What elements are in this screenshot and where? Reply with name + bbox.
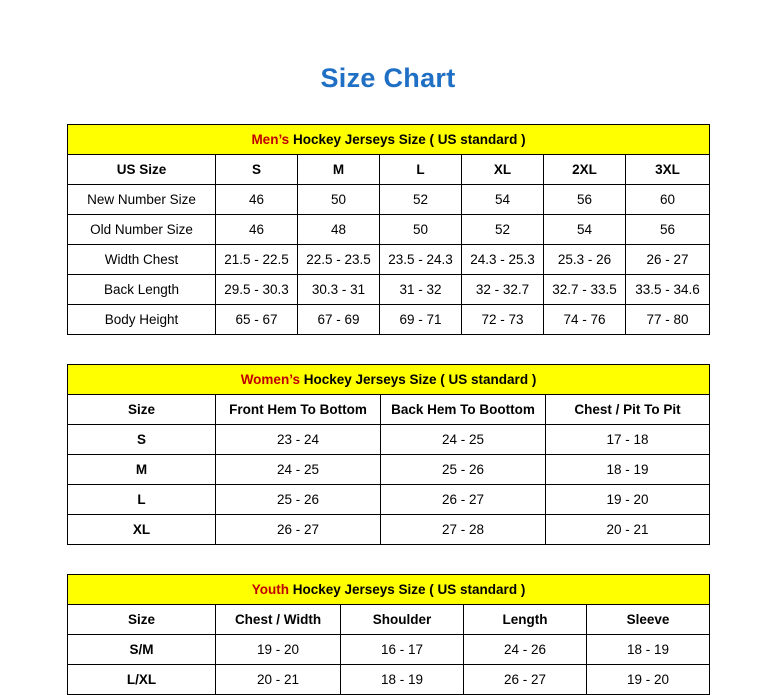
table-cell: 17 - 18: [546, 424, 710, 454]
womens-header-cell: Back Hem To Boottom: [381, 394, 546, 424]
youth-header-cell: Size: [68, 604, 216, 634]
table-cell: 48: [298, 214, 380, 244]
row-label: Old Number Size: [68, 214, 216, 244]
table-cell: 56: [544, 184, 626, 214]
table-cell: 52: [380, 184, 462, 214]
table-cell: 19 - 20: [587, 664, 710, 694]
spacer-men-women: [67, 335, 709, 364]
youth-header-cell: Length: [464, 604, 587, 634]
table-cell: 65 - 67: [216, 304, 298, 334]
table-cell: 24.3 - 25.3: [462, 244, 544, 274]
table-cell: 50: [380, 214, 462, 244]
table-cell: 24 - 26: [464, 634, 587, 664]
table-cell: 32 - 32.7: [462, 274, 544, 304]
table-cell: 18 - 19: [587, 634, 710, 664]
table-row: [68, 514, 710, 544]
table-cell: 20 - 21: [216, 664, 341, 694]
womens-banner-rest: Hockey Jerseys Size ( US standard ): [299, 371, 537, 387]
womens-banner-highlight: Women’s: [240, 371, 300, 387]
youth-header-row: [68, 604, 710, 634]
table-cell: 30.3 - 31: [298, 274, 380, 304]
table-cell: 18 - 19: [546, 454, 710, 484]
womens-header-cell: Chest / Pit To Pit: [546, 394, 710, 424]
table-cell: 60: [626, 184, 710, 214]
table-cell: 77 - 80: [626, 304, 710, 334]
row-label: S: [68, 424, 216, 454]
table-cell: 19 - 20: [546, 484, 710, 514]
table-cell: 26 - 27: [216, 514, 381, 544]
row-label: XL: [68, 514, 216, 544]
womens-banner-row: [68, 364, 710, 394]
row-label: Body Height: [68, 304, 216, 334]
table-row: [68, 274, 710, 304]
mens-banner-highlight: Men’s: [251, 131, 290, 147]
table-cell: 25 - 26: [381, 454, 546, 484]
mens-banner: [68, 124, 710, 154]
table-cell: 67 - 69: [298, 304, 380, 334]
womens-size-table: [67, 364, 710, 545]
table-cell: 46: [216, 214, 298, 244]
table-row: [68, 184, 710, 214]
table-cell: 56: [626, 214, 710, 244]
youth-banner-row: [68, 574, 710, 604]
table-row: [68, 424, 710, 454]
table-cell: 54: [462, 184, 544, 214]
table-cell: 21.5 - 22.5: [216, 244, 298, 274]
youth-header-cell: Chest / Width: [216, 604, 341, 634]
mens-header-cell: US Size: [68, 154, 216, 184]
table-row: [68, 664, 710, 694]
womens-header-cell: Front Hem To Bottom: [216, 394, 381, 424]
table-cell: 24 - 25: [381, 424, 546, 454]
table-row: [68, 214, 710, 244]
table-cell: 18 - 19: [341, 664, 464, 694]
table-cell: 27 - 28: [381, 514, 546, 544]
womens-header-row: [68, 394, 710, 424]
table-row: [68, 454, 710, 484]
table-row: [68, 484, 710, 514]
row-label: L: [68, 484, 216, 514]
table-cell: 25 - 26: [216, 484, 381, 514]
mens-header-cell: L: [380, 154, 462, 184]
table-cell: 20 - 21: [546, 514, 710, 544]
table-row: [68, 304, 710, 334]
row-label: Back Length: [68, 274, 216, 304]
mens-header-cell: 3XL: [626, 154, 710, 184]
womens-banner: [68, 364, 710, 394]
table-cell: 52: [462, 214, 544, 244]
table-cell: 69 - 71: [380, 304, 462, 334]
mens-banner-rest: Hockey Jerseys Size ( US standard ): [289, 131, 526, 147]
row-label: L/XL: [68, 664, 216, 694]
youth-header-cell: Shoulder: [341, 604, 464, 634]
table-cell: 23 - 24: [216, 424, 381, 454]
row-label: New Number Size: [68, 184, 216, 214]
spacer-women-youth: [67, 545, 709, 574]
table-cell: 74 - 76: [544, 304, 626, 334]
table-cell: 31 - 32: [380, 274, 462, 304]
mens-header-cell: XL: [462, 154, 544, 184]
mens-header-cell: M: [298, 154, 380, 184]
table-cell: 32.7 - 33.5: [544, 274, 626, 304]
youth-banner: [68, 574, 710, 604]
mens-header-row: [68, 154, 710, 184]
table-cell: 26 - 27: [626, 244, 710, 274]
table-cell: 29.5 - 30.3: [216, 274, 298, 304]
row-label: M: [68, 454, 216, 484]
page-title: Size Chart: [320, 63, 456, 93]
youth-header-cell: Sleeve: [587, 604, 710, 634]
table-cell: 19 - 20: [216, 634, 341, 664]
row-label: S/M: [68, 634, 216, 664]
mens-header-cell: 2XL: [544, 154, 626, 184]
table-cell: 23.5 - 24.3: [380, 244, 462, 274]
table-cell: 25.3 - 26: [544, 244, 626, 274]
mens-banner-row: [68, 124, 710, 154]
size-chart-tables: [67, 124, 709, 695]
table-cell: 54: [544, 214, 626, 244]
table-cell: 50: [298, 184, 380, 214]
mens-header-cell: S: [216, 154, 298, 184]
youth-banner-highlight: Youth: [251, 581, 289, 597]
table-cell: 24 - 25: [216, 454, 381, 484]
table-cell: 22.5 - 23.5: [298, 244, 380, 274]
table-cell: 33.5 - 34.6: [626, 274, 710, 304]
womens-header-cell: Size: [68, 394, 216, 424]
mens-size-table: [67, 124, 710, 335]
table-cell: 46: [216, 184, 298, 214]
table-cell: 26 - 27: [381, 484, 546, 514]
table-cell: 72 - 73: [462, 304, 544, 334]
table-cell: 26 - 27: [464, 664, 587, 694]
table-row: [68, 244, 710, 274]
youth-banner-rest: Hockey Jerseys Size ( US standard ): [288, 581, 526, 597]
row-label: Width Chest: [68, 244, 216, 274]
youth-size-table: [67, 574, 710, 695]
table-row: [68, 634, 710, 664]
table-cell: 16 - 17: [341, 634, 464, 664]
